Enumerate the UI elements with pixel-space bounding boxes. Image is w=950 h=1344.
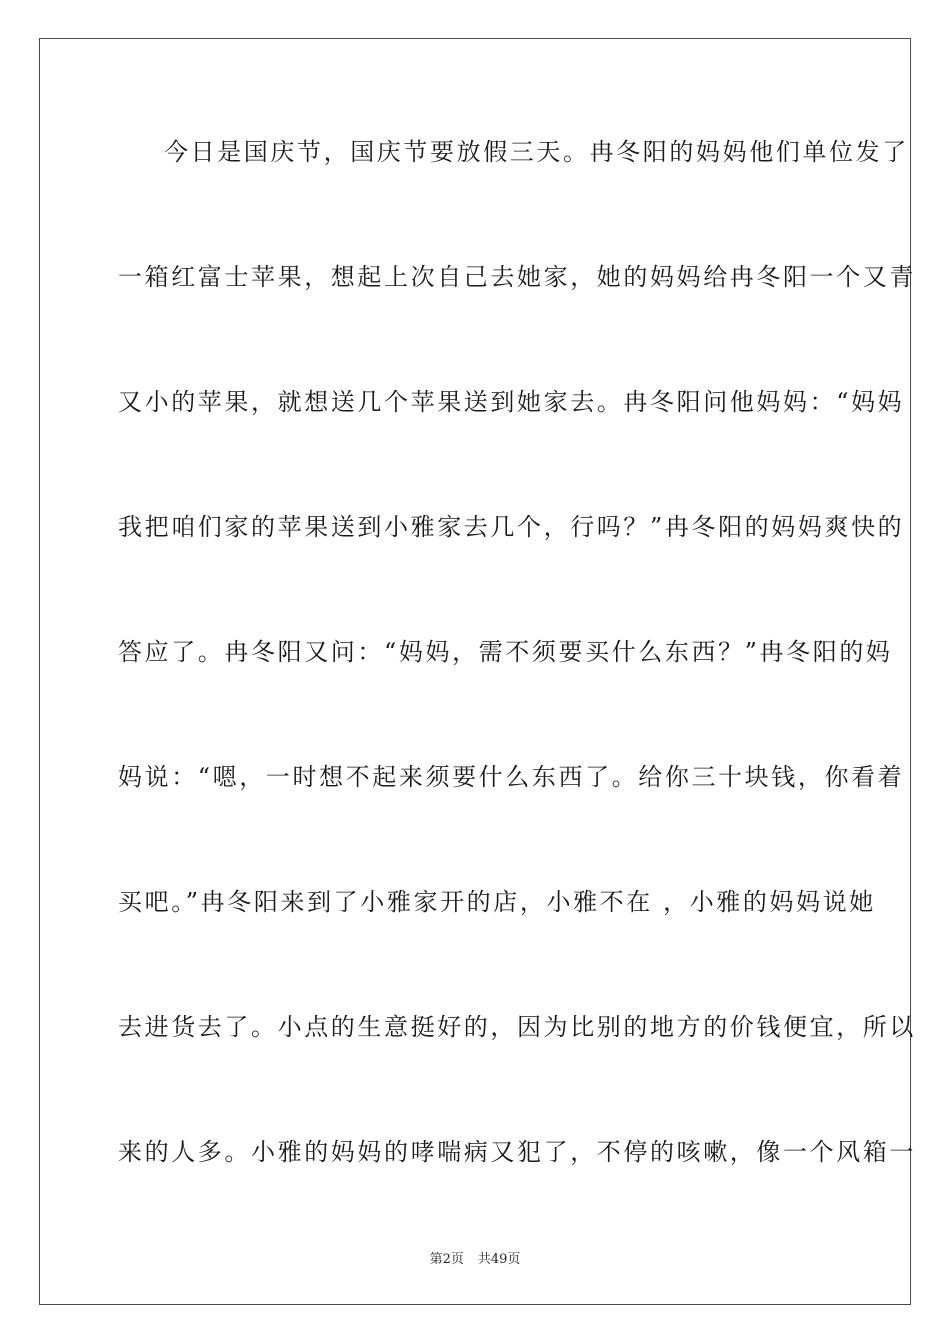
text-line: 买吧。”冉冬阳来到了小雅家开的店，小雅不在 ，小雅的妈妈说她 xyxy=(118,888,876,916)
text-line: 又小的苹果，就想送几个苹果送到她家去。冉冬阳问他妈妈：“妈妈 xyxy=(118,388,905,416)
page-total: 共49页 xyxy=(477,1252,521,1267)
text-line: 我把咱们家的苹果送到小雅家去几个，行吗？”冉冬阳的妈妈爽快的 xyxy=(118,513,905,541)
text-line: 今日是国庆节，国庆节要放假三天。冉冬阳的妈妈他们单位发了 xyxy=(164,138,909,166)
text-line: 去进货去了。小点的生意挺好的，因为比别的地方的价钱便宜，所以 xyxy=(118,1013,916,1041)
text-line: 一箱红富士苹果，想起上次自己去她家，她的妈妈给冉冬阳一个又青 xyxy=(118,263,916,291)
text-line: 来的人多。小雅的妈妈的哮喘病又犯了，不停的咳嗽，像一个风箱一 xyxy=(118,1138,916,1166)
page-footer xyxy=(0,1248,950,1267)
page-number: 第2页 xyxy=(429,1252,464,1267)
text-line: 答应了。冉冬阳又问：“妈妈，需不须要买什么东西？”冉冬阳的妈 xyxy=(118,638,893,666)
text-line: 妈说：“嗯，一时想不起来须要什么东西了。给你三十块钱，你看着 xyxy=(118,763,905,791)
